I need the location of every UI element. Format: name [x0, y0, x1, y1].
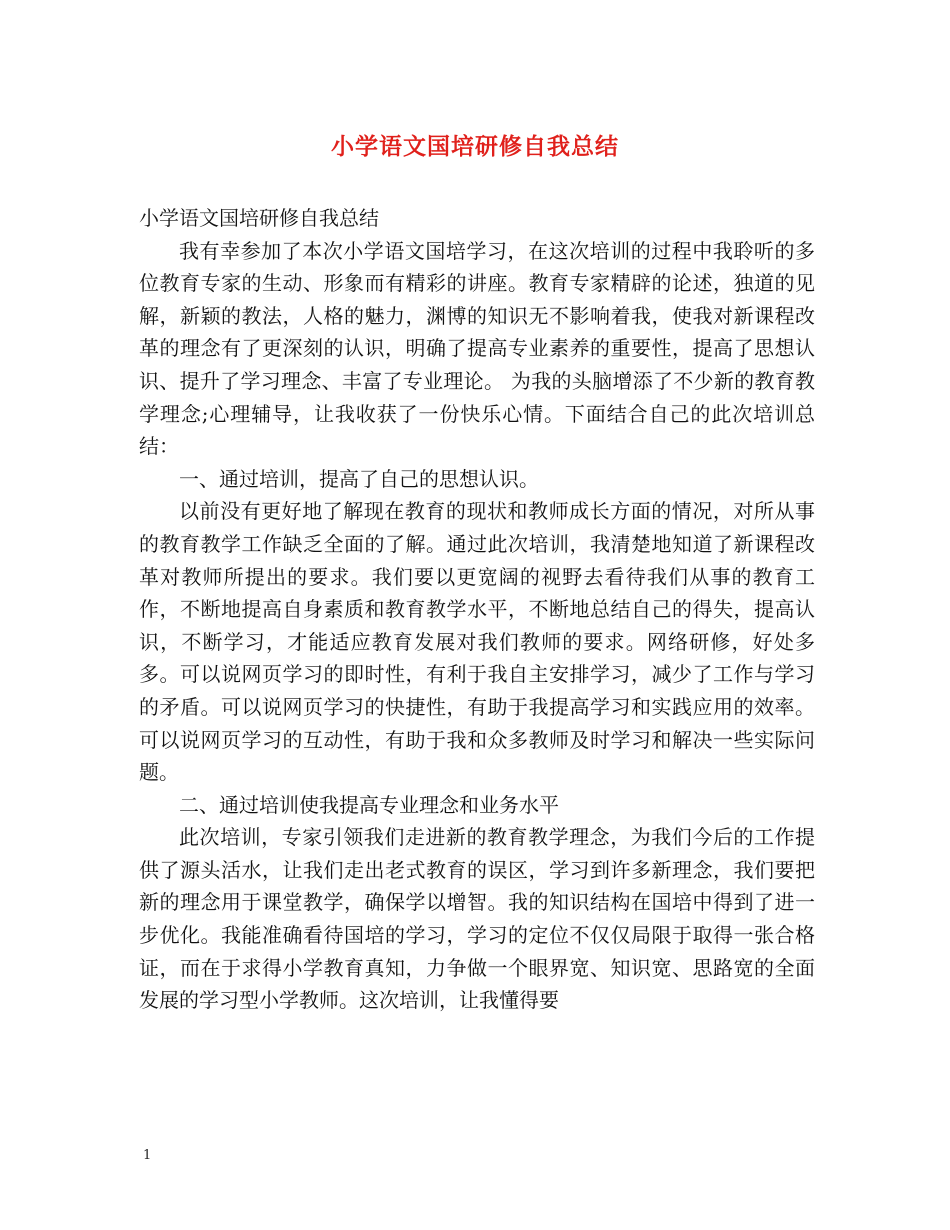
section-heading-two: 二、通过培训使我提高专业理念和业务水平 [179, 792, 559, 817]
paragraph-intro: 我有幸参加了本次小学语文国培学习，在这次培训的过程中我聆听的多位教育专家的生动、形象而有精彩的讲座。教育专家精辟的论述，独道的见解，新颖的教法，人格的魅力，渊博的知识无不影响着我，使我对新课程改革的理念有了更深刻的认识，明确了提高专业素养的重要性，提高了思想认识、提升了学习理念、丰富了专业理论。 为我的头脑增添了不少新的教育教学理念;心理辅导，让我收获了一份快乐心情。下面结合自己的此次培训总结： [139, 238, 815, 459]
document-body [139, 202, 815, 1017]
page-number: 1 [143, 1148, 152, 1163]
section-heading-one: 一、通过培训，提高了自己的思想认识。 [179, 466, 539, 491]
paragraph-section-two: 此次培训，专家引领我们走进新的教育教学理念，为我们今后的工作提供了源头活水，让我们走出老式教育的误区，学习到许多新理念，我们要把新的理念用于课堂教学，确保学以增智。我的知识结构在国培中得到了进一步优化。我能准确看待国培的学习，学习的定位不仅仅局限于取得一张合格证，而在于求得小学教育真知，力争做一个眼界宽、知识宽、思路宽的全面发展的学习型小学教师。这次培训，让我懂得要 [139, 825, 815, 1013]
document-title: 小学语文国培研修自我总结 [331, 133, 619, 160]
paragraph-subtitle: 小学语文国培研修自我总结 [139, 206, 379, 230]
paragraph-section-one: 以前没有更好地了解现在教育的现状和教师成长方面的情况，对所从事的教育教学工作缺乏全面的了解。通过此次培训，我清楚地知道了新课程改革对教师所提出的要求。我们要以更宽阔的视野去看待我们从事的教育工作，不断地提高自身素质和教育教学水平，不断地总结自己的得失，提高认识，不断学习，才能适应教育发展对我们教师的要求。网络研修，好处多多。可以说网页学习的即时性，有利于我自主安排学习，减少了工作与学习的矛盾。可以说网页学习的快捷性，有助于我提高学习和实践应用的效率。可以说网页学习的互动性，有助于我和众多教师及时学习和解决一些实际问题。 [139, 499, 815, 785]
